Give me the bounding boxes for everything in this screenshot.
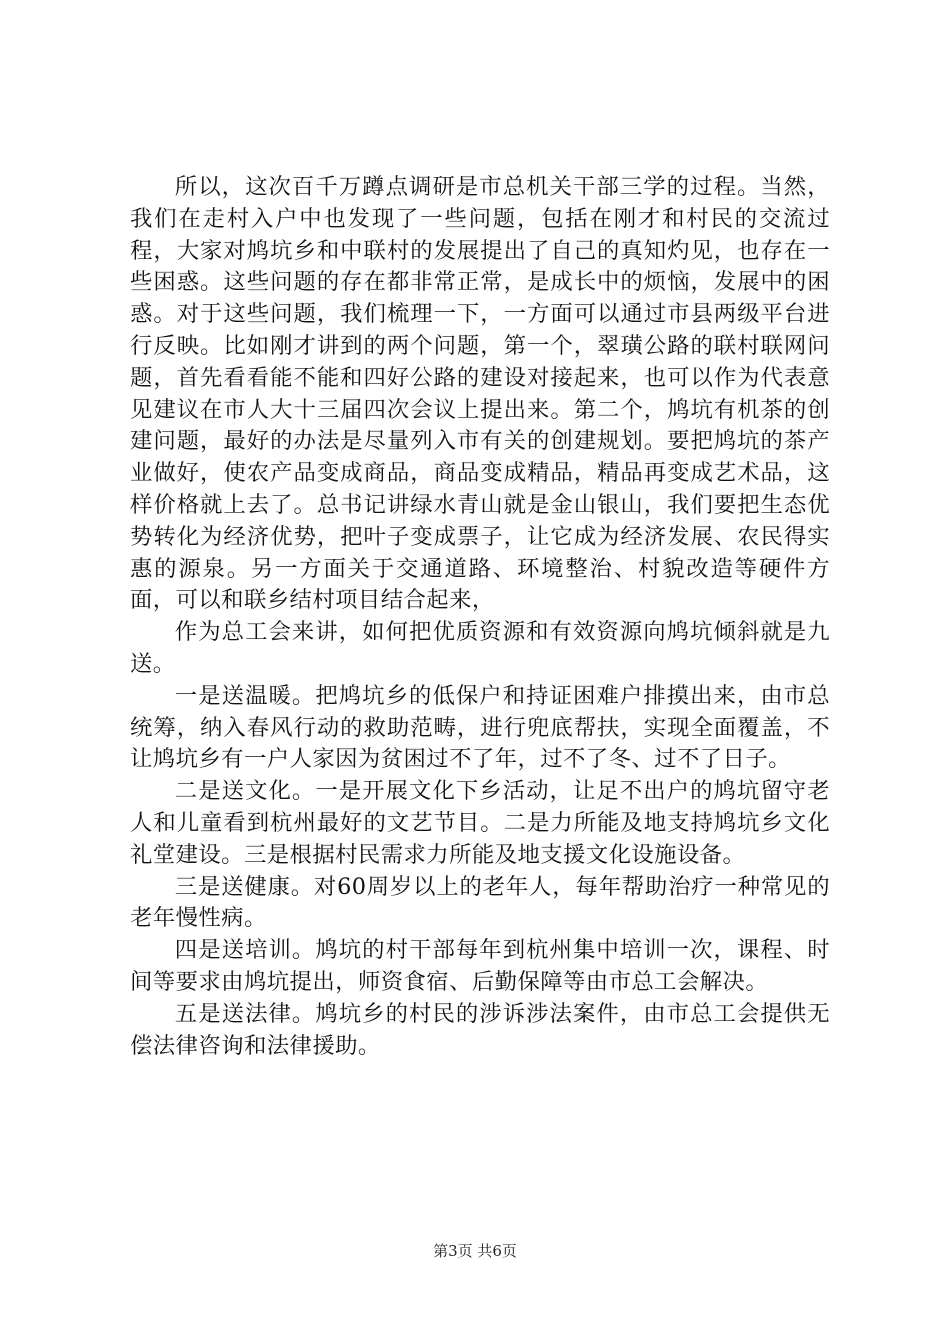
paragraph-send-culture: 二是送文化。一是开展文化下乡活动，让足不出户的鸠坑留守老人和儿童看到杭州最好的文艺节目。二是力所能及地支持鸠坑乡文化礼堂建设。三是根据村民需求力所能及地支援文化设施设备。 <box>130 778 830 868</box>
body-text <box>130 172 830 1062</box>
paragraph-send-warmth: 一是送温暖。把鸠坑乡的低保户和持证困难户排摸出来，由市总统筹，纳入春风行动的救助范畴，进行兜底帮扶，实现全面覆盖，不让鸠坑乡有一户人家因为贫困过不了年，过不了冬、过不了日子。 <box>130 682 830 773</box>
paragraph-send-law: 五是送法律。鸠坑乡的村民的涉诉涉法案件，由市总工会提供无偿法律咨询和法律援助。 <box>130 1000 830 1059</box>
paragraph-intro: 所以，这次百千万蹲点调研是市总机关干部三学的过程。当然，我们在走村入户中也发现了一些问题，包括在刚才和村民的交流过程，大家对鸠坑乡和中联村的发展提出了自己的真知灼见，也存在一些困惑。这些问题的存在都非常正常，是成长中的烦恼，发展中的困惑。对于这些问题，我们梳理一下，一方面可以通过市县两级平台进行反映。比如刚才讲到的两个问题，第一个，翠璜公路的联村联网问题，首先看看能不能和四好公路的建设对接起来，也可以作为代表意见建议在市人大十三届四次会议上提出来。第二个，鸠坑有机茶的创建问题，最好的办法是尽量列入市有关的创建规划。要把鸠坑的茶产业做好，使农产品变成商品，商品变成精品，精品再变成艺术品，这样价格就上去了。总书记讲绿水青山就是金山银山，我们要把生态优势转化为经济优势，把叶子变成票子，让它成为经济发展、农民得实惠的源泉。另一方面关于交通道路、环境整治、村貌改造等硬件方面，可以和联乡结村项目结合起来， <box>130 174 830 614</box>
paragraph-send-training: 四是送培训。鸠坑的村干部每年到杭州集中培训一次，课程、时间等要求由鸠坑提出，师资食宿、后勤保障等由市总工会解决。 <box>130 937 830 995</box>
paragraph-union-role: 作为总工会来讲，如何把优质资源和有效资源向鸠坑倾斜就是九送。 <box>130 619 830 677</box>
paragraph-send-health: 三是送健康。对60周岁以上的老年人，每年帮助治疗一种常见的老年慢性病。 <box>130 873 830 932</box>
page-number-footer: 第3页 共6页 <box>433 1242 517 1260</box>
